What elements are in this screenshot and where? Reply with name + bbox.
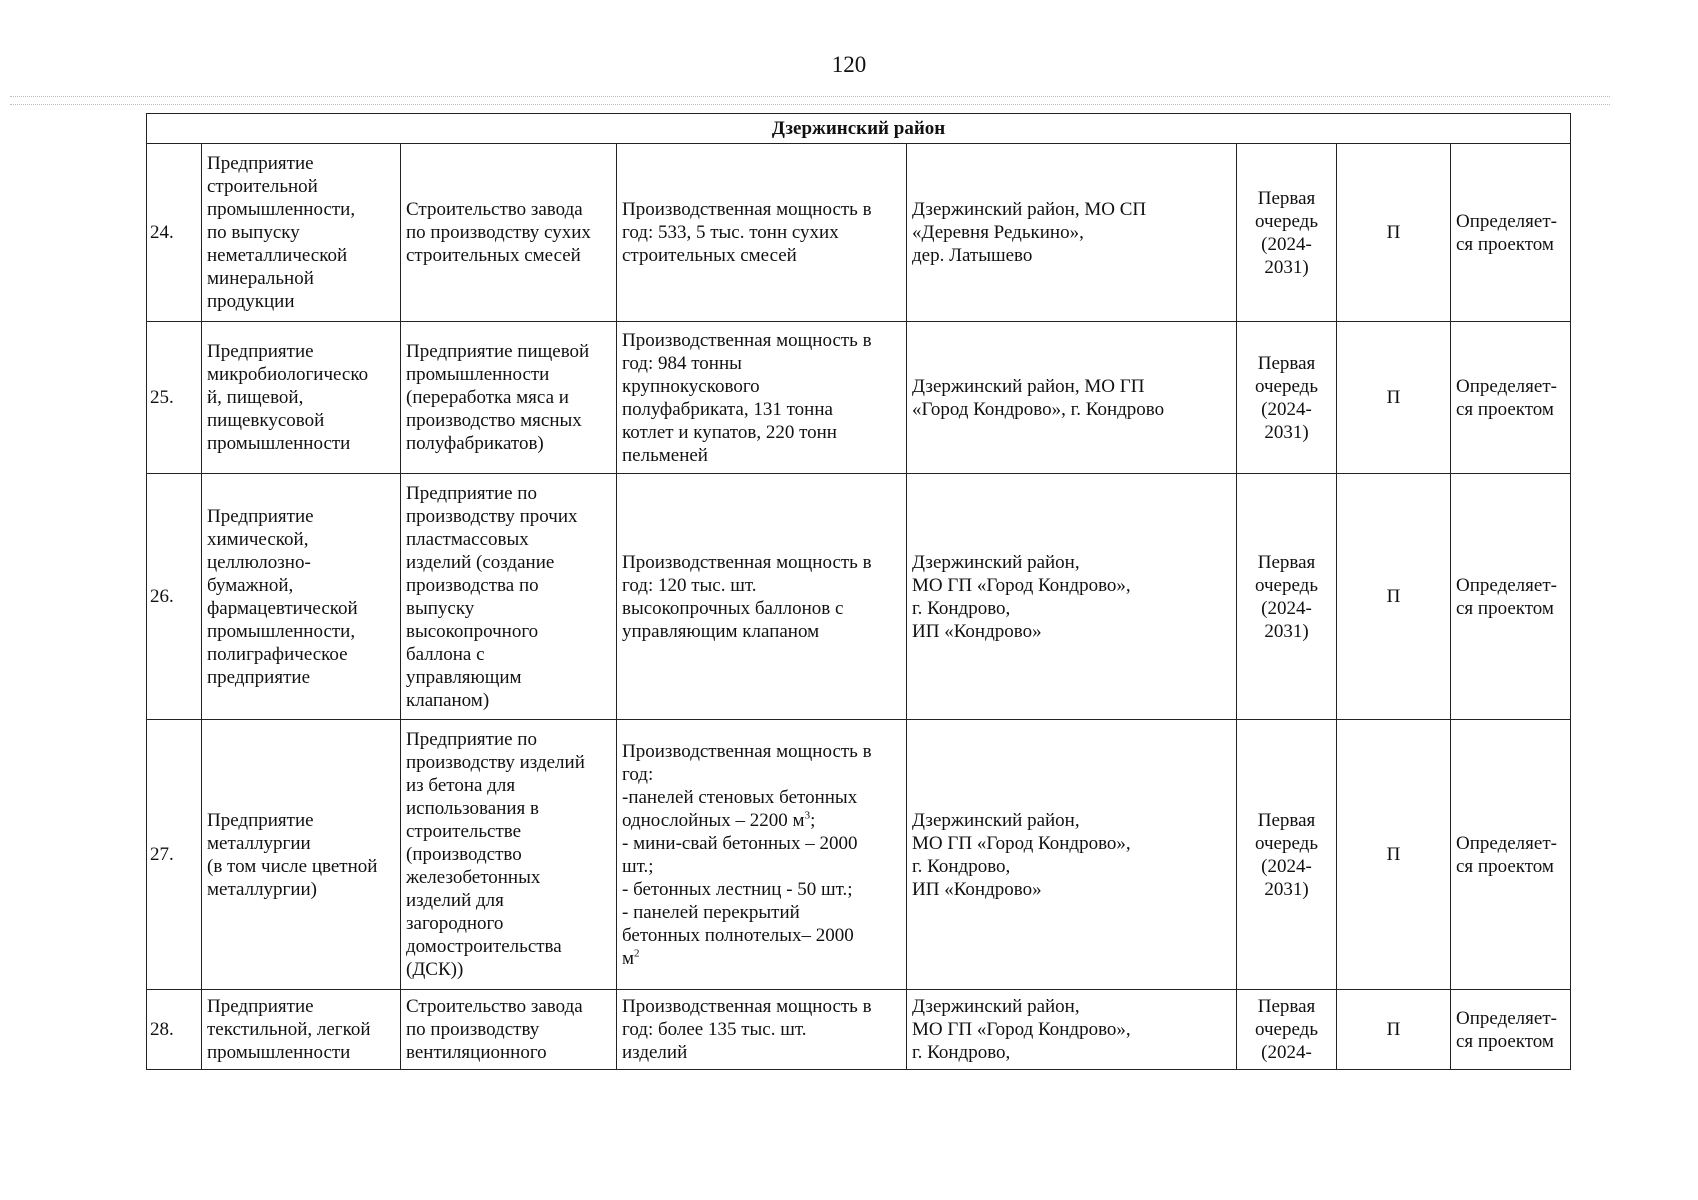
row-number: 26. [147, 474, 202, 720]
capacity-line: Производственная мощность в [622, 740, 872, 762]
location-cell: Дзержинский район, МО ГП «Город Кондрово», г. Кондрово, ИП «Кондрово» [907, 720, 1237, 990]
table-row [147, 144, 1571, 322]
status-cell: П [1337, 322, 1451, 474]
queue-cell: Первая очередь (2024- 2031) [1237, 322, 1337, 474]
capacity-line-text: м [622, 947, 635, 969]
table-row [147, 474, 1571, 720]
cost-cell: Определяет- ся проектом [1451, 144, 1571, 322]
capacity-cell: Производственная мощность в год: 120 тыс. шт. высокопрочных баллонов с управляющим клапаном [617, 474, 907, 720]
row-number: 24. [147, 144, 202, 322]
description-cell: Предприятие по производству прочих пластмассовых изделий (создание производства по выпуску высокопрочного баллона с управляющим клапаном) [401, 474, 617, 720]
status-cell: П [1337, 144, 1451, 322]
row-number: 27. [147, 720, 202, 990]
scan-artifact-line [10, 104, 1610, 105]
enterprise-table [146, 113, 1571, 1070]
status-cell: П [1337, 990, 1451, 1070]
location-cell: Дзержинский район, МО ГП «Город Кондрово», г. Кондрово [907, 322, 1237, 474]
cost-cell: Определяет- ся проектом [1451, 474, 1571, 720]
description-cell: Строительство завода по производству сухих строительных смесей [401, 144, 617, 322]
capacity-cell: Производственная мощность в год: более 135 тыс. шт. изделий [617, 990, 907, 1070]
row-number: 28. [147, 990, 202, 1070]
capacity-line [622, 809, 901, 832]
capacity-line: бетонных полнотелых– 2000 [622, 924, 854, 946]
description-cell: Строительство завода по производству вентиляционного [401, 990, 617, 1070]
capacity-line-text: однослойных – 2200 м [622, 809, 805, 831]
enterprise-type-cell: Предприятие строительной промышленности, по выпуску неметаллической минеральной продукции [202, 144, 401, 322]
description-cell: Предприятие пищевой промышленности (переработка мяса и производство мясных полуфабрикатов) [401, 322, 617, 474]
queue-cell: Первая очередь (2024- 2031) [1237, 474, 1337, 720]
enterprise-type-cell: Предприятие микробиологическо й, пищевой, пищевкусовой промышленности [202, 322, 401, 474]
table-row [147, 322, 1571, 474]
queue-cell: Первая очередь (2024- 2031) [1237, 720, 1337, 990]
location-cell: Дзержинский район, МО ГП «Город Кондрово», г. Кондрово, [907, 990, 1237, 1070]
unit-exponent: 2 [634, 947, 640, 960]
status-cell: П [1337, 474, 1451, 720]
cost-cell: Определяет- ся проектом [1451, 322, 1571, 474]
table-row [147, 720, 1571, 990]
enterprise-type-cell: Предприятие текстильной, легкой промышленности [202, 990, 401, 1070]
capacity-line: год: [622, 763, 654, 785]
capacity-line: шт.; [622, 855, 654, 877]
table-row [147, 990, 1571, 1070]
row-number: 25. [147, 322, 202, 474]
unit-exponent: 3 [804, 809, 811, 822]
section-header-row [147, 114, 1571, 144]
capacity-cell [617, 720, 907, 990]
location-cell: Дзержинский район, МО СП «Деревня Редькино», дер. Латышево [907, 144, 1237, 322]
cost-cell: Определяет- ся проектом [1451, 720, 1571, 990]
capacity-line: - бетонных лестниц - 50 шт.; [622, 878, 853, 900]
cost-cell: Определяет- ся проектом [1451, 990, 1571, 1070]
enterprise-type-cell: Предприятие химической, целлюлозно- бумажной, фармацевтической промышленности, полиграфическое предприятие [202, 474, 401, 720]
queue-cell: Первая очередь (2024- [1237, 990, 1337, 1070]
description-cell: Предприятие по производству изделий из бетона для использования в строительстве (производство железобетонных изделий для загородного домостроительства (ДСК)) [401, 720, 617, 990]
capacity-cell: Производственная мощность в год: 533, 5 тыс. тонн сухих строительных смесей [617, 144, 907, 322]
capacity-line [622, 947, 901, 970]
status-cell: П [1337, 720, 1451, 990]
page-number: 120 [831, 52, 867, 77]
scan-artifact-line [10, 96, 1610, 97]
location-cell: Дзержинский район, МО ГП «Город Кондрово», г. Кондрово, ИП «Кондрово» [907, 474, 1237, 720]
capacity-line: - мини-свай бетонных – 2000 [622, 832, 858, 854]
queue-cell: Первая очередь (2024- 2031) [1237, 144, 1337, 322]
capacity-line: - панелей перекрытий [622, 901, 800, 923]
capacity-line-suffix: ; [810, 809, 816, 831]
enterprise-type-cell: Предприятие металлургии (в том числе цветной металлургии) [202, 720, 401, 990]
capacity-cell: Производственная мощность в год: 984 тонны крупнокускового полуфабриката, 131 тонна котлет и купатов, 220 тонн пельменей [617, 322, 907, 474]
section-title: Дзержинский район [147, 114, 1571, 144]
capacity-line: -панелей стеновых бетонных [622, 786, 858, 808]
